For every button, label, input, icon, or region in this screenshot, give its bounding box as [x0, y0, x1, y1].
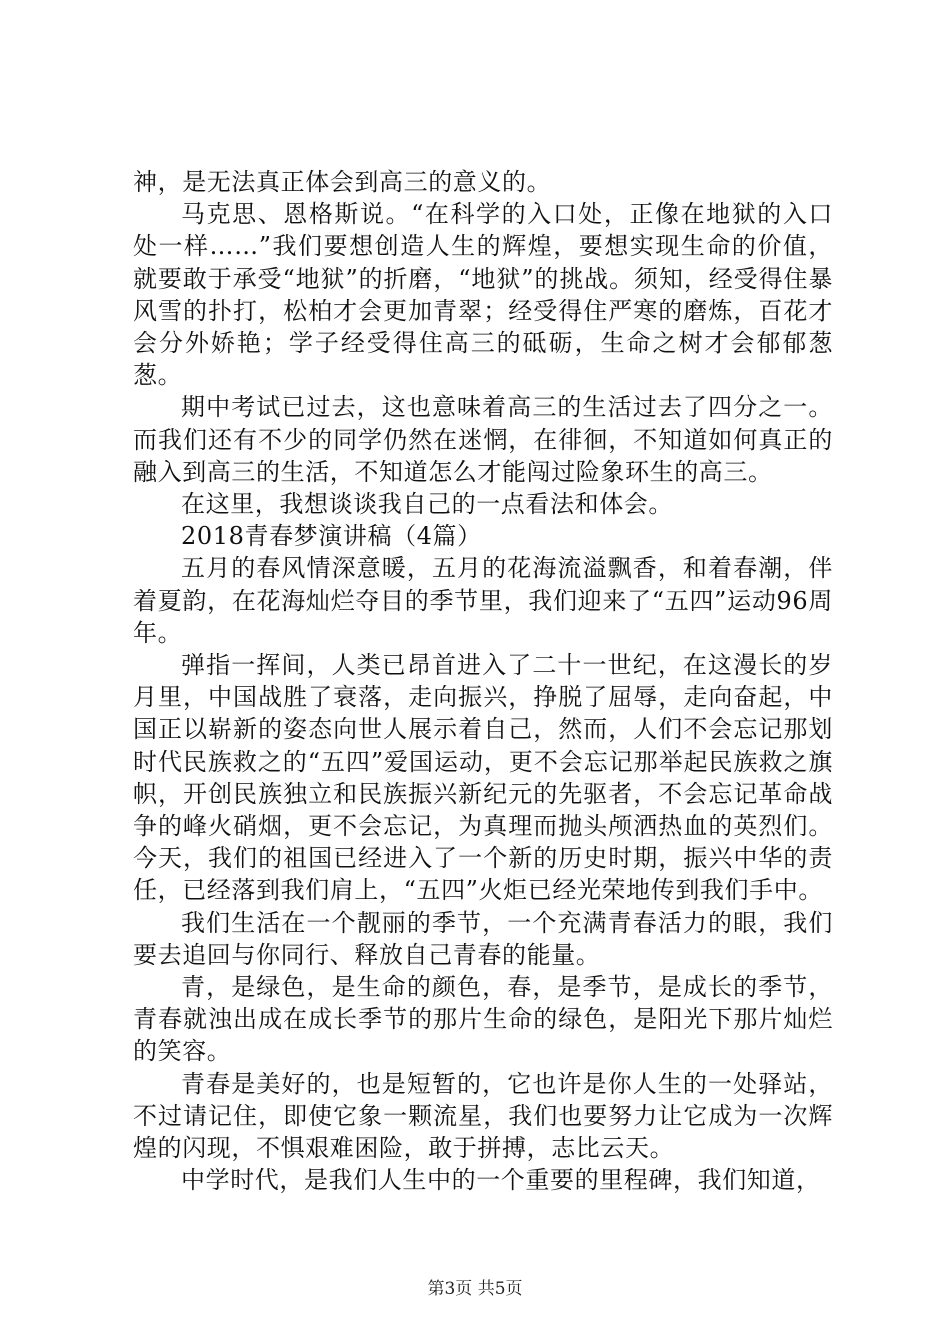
document-body — [133, 166, 833, 1197]
paragraph: 青，是绿色，是生命的颜色，春，是季节，是成长的季节，青春就浊出成在成长季节的那片生命的绿色，是阳光下那片灿烂的笑容。 — [133, 973, 833, 1066]
paragraph: 神，是无法真正体会到高三的意义的。 — [133, 168, 552, 196]
paragraph: 青春是美好的，也是短暂的，它也许是你人生的一处驿站，不过请记住，即使它象一颗流星，我们也要努力让它成为一次辉煌的闪现，不惧艰难困险，敢于拼搏，志比云天。 — [133, 1069, 833, 1163]
paragraph: 期中考试已过去，这也意味着高三的生活过去了四分之一。而我们还有不少的同学仍然在迷惘，在徘徊，不知道如何真正的融入到高三的生活，不知道怎么才能闯过险象环生的高三。 — [133, 393, 833, 486]
paragraph: 在这里，我想谈谈我自己的一点看法和体会。 — [181, 490, 673, 519]
paragraph: 马克思、恩格斯说。“在科学的入口处，正像在地狱的入口处一样……”我们要想创造人生的辉煌，要想实现生命的价值，就要敢于承受“地狱”的折磨，“地狱”的挑战。须知，经受得住暴风雪的扑打，松柏才会更加青翠；经受得住严寒的磨炼，百花才会分外娇艳；学子经受得住高三的砥砺，生命之树才会郁郁葱葱。 — [133, 200, 833, 390]
section-heading: 2018青春梦演讲稿（4篇） — [181, 522, 482, 551]
paragraph: 弹指一挥间，人类已昂首进入了二十一世纪，在这漫长的岁月里，中国战胜了衰落，走向振兴，挣脱了屈辱，走向奋起，中国正以崭新的姿态向世人展示着自己，然而，人们不会忘记那划时代民族救之的“五四”爱国运动，更不会忘记那举起民族救之旗帜，开创民族独立和民族振兴新纪元的先驱者，不会忘记革命战争的峰火硝烟，更不会忘记，为真理而抛头颅洒热血的英烈们。今天，我们的祖国已经进入了一个新的历史时期，振兴中华的责任，已经落到我们肩上，“五四”火炬已经光荣地传到我们手中。 — [133, 651, 833, 905]
paragraph: 五月的春风情深意暖，五月的花海流溢飘香，和着春潮，伴着夏韵，在花海灿烂夺目的季节里，我们迎来了“五四”运动96周年。 — [133, 554, 833, 647]
page-number-footer: 第3页 共5页 — [427, 1279, 523, 1299]
paragraph: 中学时代，是我们人生中的一个重要的里程碑，我们知道， — [181, 1166, 821, 1195]
paragraph: 我们生活在一个靓丽的季节，一个充满青春活力的眼，我们要去追回与你同行、释放自己青春的能量。 — [133, 908, 833, 969]
